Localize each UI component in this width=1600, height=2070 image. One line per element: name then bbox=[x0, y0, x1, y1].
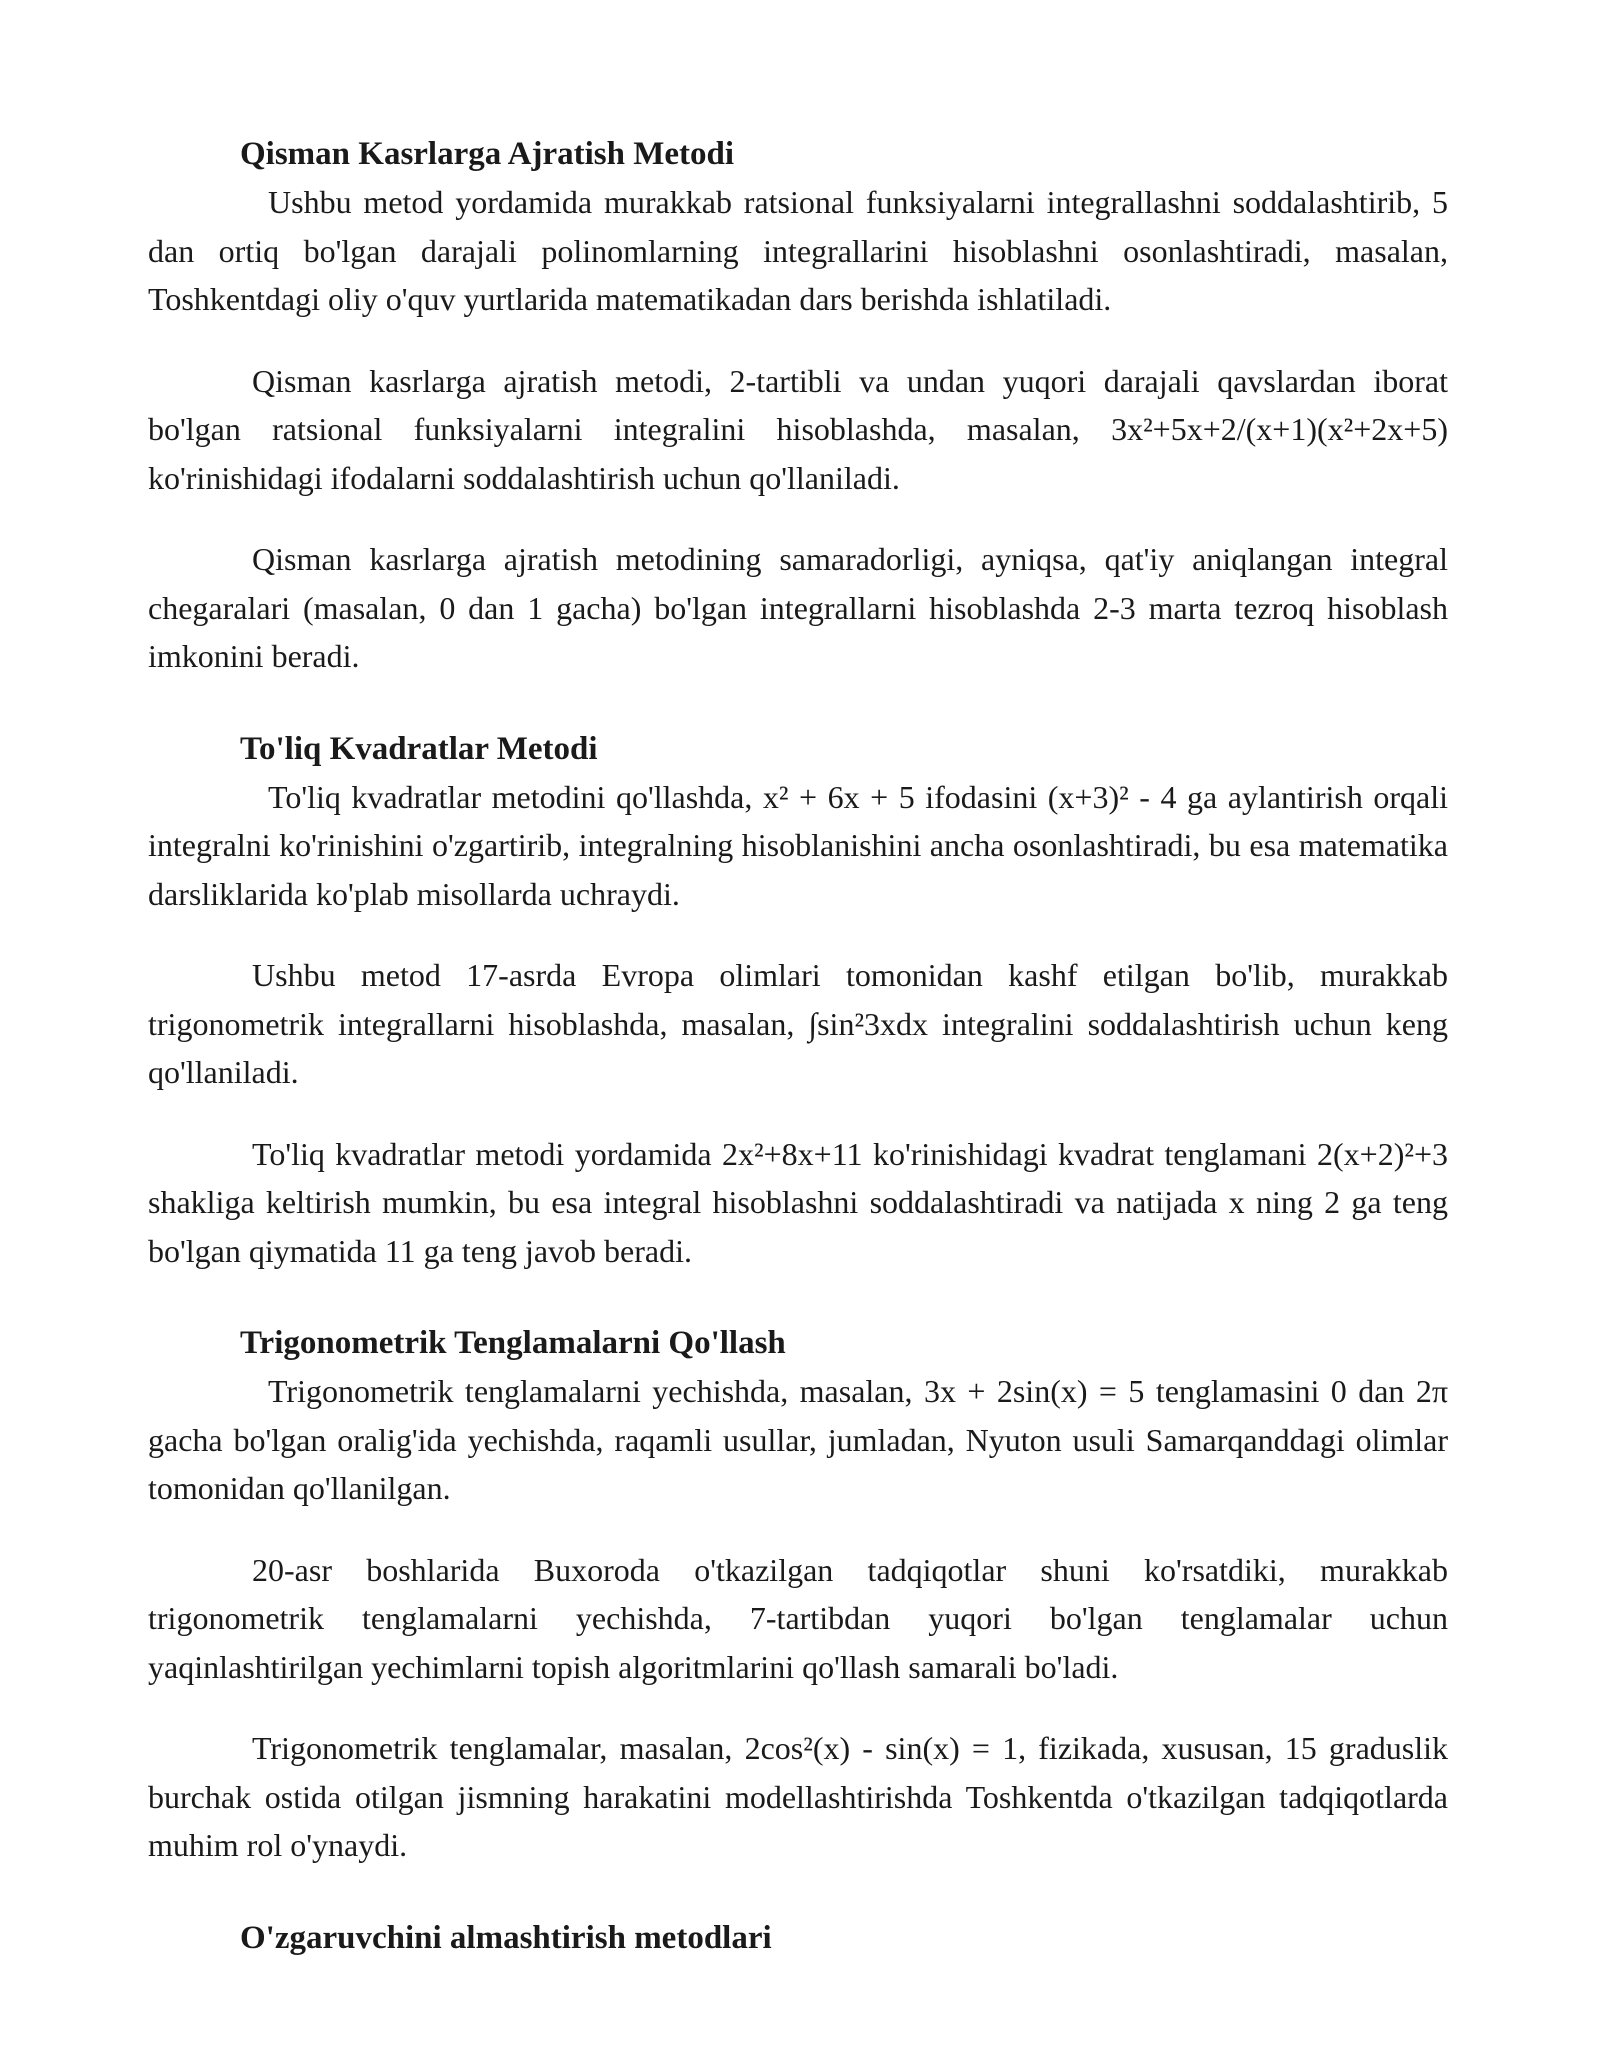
paragraph: To'liq kvadratlar metodi yordamida 2x²+8x+11 ko'rinishidagi kvadrat tenglamani 2(x+2)²+3 shakliga keltirish mumkin, bu esa integral hisoblashni soddalashtiradi va natijada x ning 2 ga teng bo'lgan qiymatida 11 ga teng javob beradi. bbox=[148, 1135, 1448, 1269]
paragraph: To'liq kvadratlar metodini qo'llashda, x² + 6x + 5 ifodasini (x+3)² - 4 ga aylantirish orqali integralni ko'rinishini o'zgartirib, integralning hisoblanishini ancha osonlashtiradi, bu esa matematika darsliklarida ko'plab misollarda uchraydi. bbox=[148, 778, 1448, 912]
paragraph: Trigonometrik tenglamalar, masalan, 2cos²(x) - sin(x) = 1, fizikada, xususan, 15 graduslik burchak ostida otilgan jismning harakatini modellashtirishda Toshkentda o'tkazilgan tadqiqotlarda muhim rol o'ynaydi. bbox=[148, 1730, 1448, 1863]
paragraph: Ushbu metod yordamida murakkab ratsional funksiyalarni integrallashni soddalashtirib, 5 dan ortiq bo'lgan darajali polinomlarning integrallarini hisoblashni osonlashtiradi, masalan, Toshkentdagi oliy o'quv yurtlarida matematikadan dars berishda ishlatiladi. bbox=[148, 184, 1448, 317]
paragraph: Trigonometrik tenglamalarni yechishda, masalan, 3x + 2sin(x) = 5 tenglamasini 0 dan 2π gacha bo'lgan oralig'ida yechishda, raqamli usullar, jumladan, Nyuton usuli Samarqanddagi olimlar tomonidan qo'llanilgan. bbox=[148, 1373, 1448, 1506]
section-heading: O'zgaruvchini almashtirish metodlari bbox=[240, 1919, 772, 1956]
paragraph: Ushbu metod 17-asrda Evropa olimlari tomonidan kashf etilgan bo'lib, murakkab trigonometrik integrallarni hisoblashda, masalan, ∫sin²3xdx integralini soddalashtirish uchun keng qo'llaniladi. bbox=[148, 957, 1448, 1090]
document-page bbox=[148, 130, 1448, 1962]
paragraph: Qisman kasrlarga ajratish metodining samaradorligi, ayniqsa, qat'iy aniqlangan integral chegaralari (masalan, 0 dan 1 gacha) bo'lgan integrallarni hisoblashda 2-3 marta tezroq hisoblash imkonini beradi. bbox=[148, 541, 1448, 674]
paragraph: 20-asr boshlarida Buxoroda o'tkazilgan tadqiqotlar shuni ko'rsatdiki, murakkab trigonometrik tenglamalarni yechishda, 7-tartibdan yuqori bo'lgan tenglamalar uchun yaqinlashtirilgan yechimlarni topish algoritmlarini qo'llash samarali bo'ladi. bbox=[148, 1551, 1448, 1685]
paragraph: Qisman kasrlarga ajratish metodi, 2-tartibli va undan yuqori darajali qavslardan iborat bo'lgan ratsional funksiyalarni integralini hisoblashda, masalan, 3x²+5x+2/(x+1)(x²+2x+5) ko'rinishidagi ifodalarni soddalashtirish uchun qo'llaniladi. bbox=[148, 362, 1448, 496]
section-heading: To'liq Kvadratlar Metodi bbox=[240, 730, 598, 767]
section-heading: Trigonometrik Tenglamalarni Qo'llash bbox=[240, 1325, 786, 1361]
section-heading: Qisman Kasrlarga Ajratish Metodi bbox=[240, 136, 735, 172]
